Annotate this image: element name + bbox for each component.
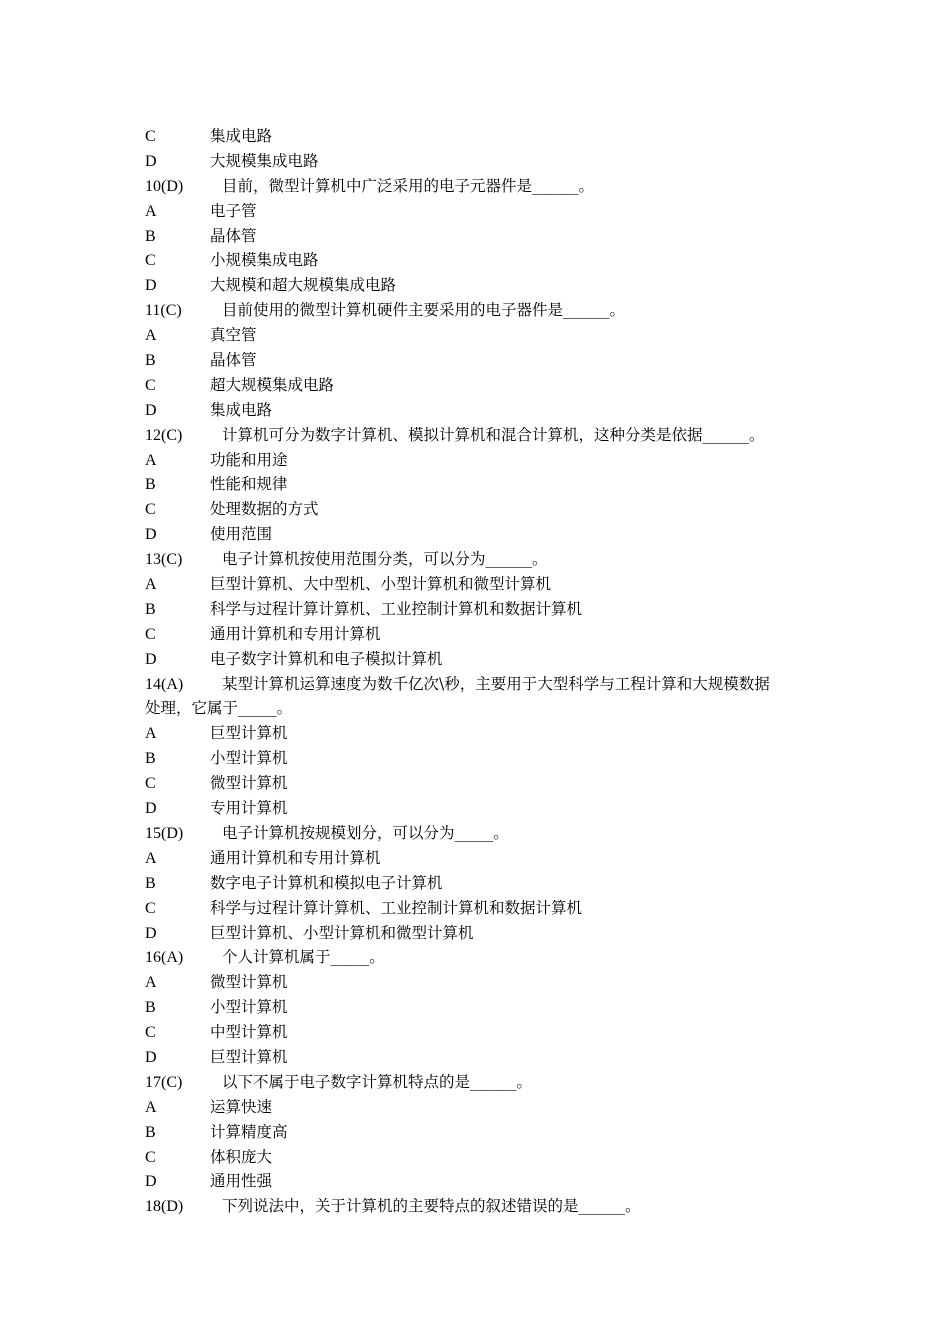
option-text: 体积庞大	[210, 1147, 273, 1166]
question-number: 15(D)	[145, 824, 184, 842]
option-text: 处理数据的方式	[210, 500, 319, 519]
option-line	[145, 622, 825, 647]
option-text: 电子管	[210, 201, 257, 220]
option-text: 运算快速	[210, 1097, 273, 1116]
option-text: 小型计算机	[210, 998, 288, 1017]
option-letter: C	[145, 128, 156, 145]
option-text: 小规模集成电路	[210, 251, 319, 270]
option-letter: A	[145, 576, 157, 594]
option-letter: B	[145, 227, 156, 245]
option-line	[145, 647, 825, 672]
option-text: 使用范围	[210, 525, 273, 544]
option-text: 超大规模集成电路	[210, 375, 335, 394]
option-line	[145, 871, 825, 896]
option-line	[145, 199, 825, 224]
question-line	[145, 423, 825, 448]
option-line	[145, 1169, 825, 1194]
option-line	[145, 373, 825, 398]
option-line	[145, 398, 825, 423]
option-text: 微型计算机	[210, 973, 288, 992]
option-line	[145, 970, 825, 995]
question-number: 12(C)	[145, 426, 183, 444]
option-letter: A	[145, 1098, 157, 1116]
question-text-continuation: 处理，它属于_____。	[145, 699, 293, 718]
option-letter: B	[145, 476, 156, 494]
option-text: 科学与过程计算计算机、工业控制计算机和数据计算机	[210, 599, 583, 618]
option-line	[145, 597, 825, 622]
option-text: 集成电路	[210, 400, 273, 419]
question-text: 个人计算机属于_____。	[222, 948, 385, 967]
option-line	[145, 248, 825, 273]
option-text: 晶体管	[210, 351, 257, 370]
option-line	[145, 1020, 825, 1045]
question-text: 下列说法中，关于计算机的主要特点的叙述错误的是______。	[222, 1197, 641, 1216]
question-line	[145, 298, 825, 323]
option-letter: D	[145, 1048, 157, 1066]
option-letter: D	[145, 800, 157, 818]
question-line	[145, 945, 825, 970]
option-line	[145, 995, 825, 1020]
option-line	[145, 896, 825, 921]
option-line	[145, 1095, 825, 1120]
option-text: 大规模和超大规模集成电路	[210, 276, 397, 295]
option-letter: D	[145, 401, 157, 419]
option-text: 通用性强	[210, 1172, 273, 1191]
question-number: 14(A)	[145, 675, 184, 693]
option-text: 微型计算机	[210, 774, 288, 793]
option-line	[145, 921, 825, 946]
option-letter: C	[145, 1024, 156, 1042]
question-number: 10(D)	[145, 177, 184, 195]
question-line	[145, 174, 825, 199]
question-number: 17(C)	[145, 1073, 183, 1091]
option-letter: D	[145, 277, 157, 295]
option-line	[145, 149, 825, 174]
question-line	[145, 1194, 825, 1219]
option-letter: A	[145, 451, 157, 469]
option-line	[145, 572, 825, 597]
option-line	[145, 124, 825, 149]
option-text: 通用计算机和专用计算机	[210, 624, 381, 643]
option-letter: B	[145, 874, 156, 892]
question-text: 某型计算机运算速度为数千亿次\秒，主要用于大型科学与工程计算和大规模数据	[222, 674, 770, 693]
option-letter: B	[145, 1123, 156, 1141]
option-letter: D	[145, 1173, 157, 1191]
option-line	[145, 497, 825, 522]
option-line	[145, 273, 825, 298]
option-line	[145, 224, 825, 249]
option-text: 功能和用途	[210, 450, 288, 469]
option-letter: D	[145, 650, 157, 668]
option-line	[145, 771, 825, 796]
option-letter: D	[145, 526, 157, 544]
option-text: 巨型计算机	[210, 724, 288, 743]
question-text: 电子计算机按规模划分，可以分为_____。	[222, 823, 509, 842]
option-letter: B	[145, 999, 156, 1017]
option-text: 小型计算机	[210, 749, 288, 768]
option-text: 电子数字计算机和电子模拟计算机	[210, 649, 443, 668]
option-line	[145, 721, 825, 746]
option-letter: D	[145, 924, 157, 942]
option-line	[145, 348, 825, 373]
option-line	[145, 522, 825, 547]
question-line	[145, 672, 825, 697]
question-number: 13(C)	[145, 551, 183, 569]
option-letter: C	[145, 1148, 156, 1166]
option-letter: B	[145, 600, 156, 618]
option-text: 真空管	[210, 326, 257, 345]
option-text: 巨型计算机	[210, 1047, 288, 1066]
option-letter: C	[145, 775, 156, 793]
option-text: 专用计算机	[210, 799, 288, 818]
option-line	[145, 746, 825, 771]
option-letter: A	[145, 202, 157, 220]
question-line	[145, 821, 825, 846]
question-text: 目前使用的微型计算机硬件主要采用的电子器件是______。	[222, 301, 626, 320]
option-text: 巨型计算机、小型计算机和微型计算机	[210, 923, 474, 942]
option-line	[145, 796, 825, 821]
option-text: 中型计算机	[210, 1023, 288, 1042]
option-letter: B	[145, 750, 156, 768]
question-line	[145, 547, 825, 572]
option-letter: C	[145, 376, 156, 394]
option-letter: B	[145, 352, 156, 370]
option-text: 通用计算机和专用计算机	[210, 848, 381, 867]
option-line	[145, 448, 825, 473]
option-letter: A	[145, 849, 157, 867]
question-text: 电子计算机按使用范围分类，可以分为______。	[222, 550, 548, 569]
option-text: 巨型计算机、大中型机、小型计算机和微型计算机	[210, 575, 552, 594]
option-line	[145, 472, 825, 497]
option-text: 晶体管	[210, 226, 257, 245]
question-text: 以下不属于电子数字计算机特点的是______。	[222, 1072, 533, 1091]
option-text: 集成电路	[210, 127, 273, 145]
option-letter: C	[145, 899, 156, 917]
option-text: 科学与过程计算计算机、工业控制计算机和数据计算机	[210, 898, 583, 917]
question-number: 18(D)	[145, 1198, 184, 1216]
option-text: 性能和规律	[210, 475, 288, 494]
option-letter: D	[145, 152, 157, 170]
question-line	[145, 1070, 825, 1095]
option-text: 计算精度高	[210, 1122, 288, 1141]
option-line	[145, 323, 825, 348]
question-text: 目前，微型计算机中广泛采用的电子元器件是______。	[222, 176, 595, 195]
option-letter: C	[145, 625, 156, 643]
option-text: 大规模集成电路	[210, 151, 319, 170]
question-number: 11(C)	[145, 302, 182, 320]
question-number: 16(A)	[145, 949, 184, 967]
option-line	[145, 846, 825, 871]
option-letter: A	[145, 725, 157, 743]
option-letter: A	[145, 327, 157, 345]
option-line	[145, 1145, 825, 1170]
option-letter: C	[145, 501, 156, 519]
option-text: 数字电子计算机和模拟电子计算机	[210, 873, 443, 892]
option-letter: C	[145, 252, 156, 270]
option-line	[145, 1120, 825, 1145]
option-line	[145, 1045, 825, 1070]
question-text: 计算机可分为数字计算机、模拟计算机和混合计算机，这种分类是依据______。	[222, 425, 765, 444]
question-list	[145, 124, 825, 1219]
option-letter: A	[145, 974, 157, 992]
